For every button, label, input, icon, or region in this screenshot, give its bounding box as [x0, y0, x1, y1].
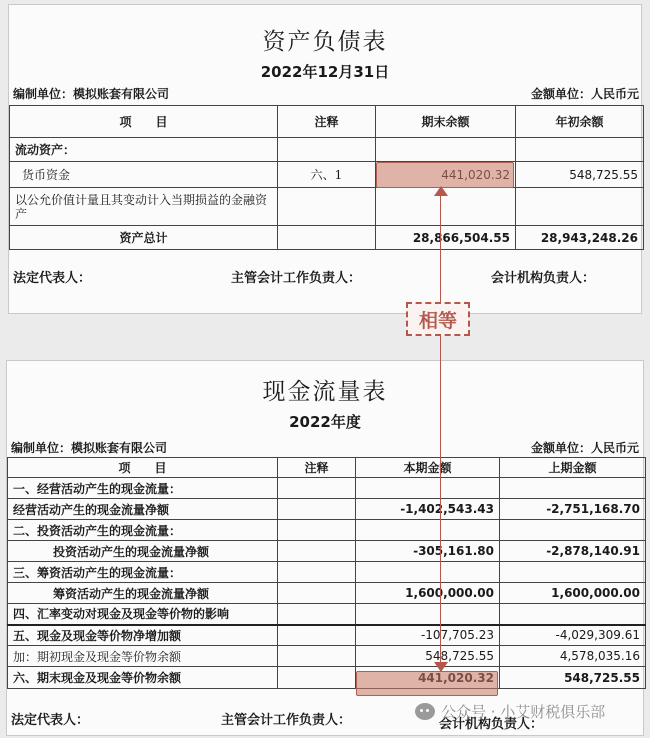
- row-prior: 548,725.55: [500, 667, 646, 689]
- row-item: 四、汇率变动对现金及现金等价物的影响: [8, 604, 278, 625]
- row-item: 一、经营活动产生的现金流量：: [8, 478, 278, 499]
- row-note: [278, 188, 376, 226]
- row-note: [278, 667, 356, 689]
- connector-line-top: [440, 195, 441, 302]
- table-row: [10, 138, 644, 162]
- row-note: [278, 541, 356, 562]
- row-current: [356, 562, 500, 583]
- row-prior: -4,029,309.61: [500, 625, 646, 646]
- balance-sheet-entity: 编制单位：模拟账套有限公司: [13, 87, 170, 101]
- row-item: 筹资活动产生的现金流量净额: [8, 583, 278, 604]
- row-current: 1,600,000.00: [356, 583, 500, 604]
- highlight-end-cash-equivalents: [356, 671, 498, 696]
- row-note: [278, 583, 356, 604]
- balance-sheet: [8, 4, 642, 314]
- col-header-end-balance: 期末余额: [376, 106, 516, 138]
- table-header-row: [10, 106, 644, 138]
- cash-flow-table: [7, 457, 646, 689]
- table-header-row: [8, 458, 646, 478]
- arrow-up-icon: [434, 186, 448, 196]
- row-item: 流动资产：: [10, 138, 278, 162]
- balance-sheet-date: 2022年12月31日: [260, 63, 390, 81]
- col-header-item: 项 目: [10, 106, 278, 138]
- signature-accounting-dept: 会计机构负责人：: [491, 271, 596, 286]
- watermark-text: 公众号 · 小艾财税俱乐部: [441, 702, 606, 721]
- row-prior: -2,878,140.91: [500, 541, 646, 562]
- table-row: [8, 646, 646, 667]
- row-current: [356, 520, 500, 541]
- table-row: [8, 562, 646, 583]
- row-note: 六、1: [278, 162, 376, 188]
- signature-accounting-head: 主管会计工作负责人：: [231, 271, 362, 286]
- row-item: 五、现金及现金等价物净增加额: [8, 625, 278, 646]
- cash-flow-period: 2022年度: [289, 413, 361, 431]
- table-row-total: [10, 226, 644, 250]
- table-row: [8, 583, 646, 604]
- row-note: [278, 646, 356, 667]
- signature-accounting-dept: 会计机构负责人：: [439, 717, 544, 732]
- row-prior: -2,751,168.70: [500, 499, 646, 520]
- row-item: 货币资金: [10, 162, 278, 188]
- row-note: [278, 520, 356, 541]
- row-prior: [500, 562, 646, 583]
- col-header-current: 本期金额: [356, 458, 500, 478]
- table-row: [8, 541, 646, 562]
- row-prior: [500, 604, 646, 625]
- highlight-end-cash-balance: [376, 162, 514, 188]
- row-current: -1,402,543.43: [356, 499, 500, 520]
- row-begin: 548,725.55: [516, 162, 644, 188]
- row-item: 资产总计: [10, 226, 278, 250]
- col-header-prior: 上期金额: [500, 458, 646, 478]
- row-begin: 28,943,248.26: [516, 226, 644, 250]
- table-row: [10, 188, 644, 226]
- row-note: [278, 604, 356, 625]
- balance-sheet-title: 资产负债表: [262, 29, 388, 55]
- col-header-begin-balance: 年初余额: [516, 106, 644, 138]
- row-note: [278, 562, 356, 583]
- row-begin: [516, 188, 644, 226]
- row-note: [278, 499, 356, 520]
- col-header-item: 项 目: [8, 458, 278, 478]
- signature-legal-rep: 法定代表人：: [13, 271, 92, 286]
- wechat-icon: [415, 703, 435, 720]
- row-current: [356, 478, 500, 499]
- row-item: 三、筹资活动产生的现金流量：: [8, 562, 278, 583]
- equal-label: 相等: [406, 302, 470, 336]
- row-current: -107,705.23: [356, 625, 500, 646]
- row-current: 548,725.55: [356, 646, 500, 667]
- row-end: [376, 138, 516, 162]
- arrow-down-icon: [434, 662, 448, 672]
- cash-flow-unit: 金额单位：人民币元: [530, 441, 639, 455]
- table-row: [8, 499, 646, 520]
- row-note: [278, 226, 376, 250]
- row-item: 六、期末现金及现金等价物余额: [8, 667, 278, 689]
- watermark: [415, 700, 605, 722]
- table-row: [8, 520, 646, 541]
- cash-flow-title: 现金流量表: [262, 379, 388, 405]
- signature-accounting-head: 主管会计工作负责人：: [221, 713, 352, 728]
- row-item: 二、投资活动产生的现金流量：: [8, 520, 278, 541]
- cash-flow-statement: [6, 360, 644, 736]
- balance-sheet-table: [9, 105, 644, 250]
- row-end: 28,866,504.55: [376, 226, 516, 250]
- row-begin: [516, 138, 644, 162]
- table-row: [8, 478, 646, 499]
- row-item: 加：期初现金及现金等价物余额: [8, 646, 278, 667]
- row-current: [356, 604, 500, 625]
- row-item: 经营活动产生的现金流量净额: [8, 499, 278, 520]
- row-note: [278, 138, 376, 162]
- table-row: [8, 604, 646, 625]
- balance-sheet-unit: 金额单位：人民币元: [530, 87, 639, 101]
- table-row: [8, 625, 646, 646]
- row-item: 以公允价值计量且其变动计入当期损益的金融资产: [10, 188, 278, 226]
- table-row-total: [8, 667, 646, 689]
- row-note: [278, 625, 356, 646]
- signature-legal-rep: 法定代表人：: [11, 713, 90, 728]
- row-current: -305,161.80: [356, 541, 500, 562]
- col-header-note: 注释: [278, 106, 376, 138]
- row-item: 投资活动产生的现金流量净额: [8, 541, 278, 562]
- row-prior: 1,600,000.00: [500, 583, 646, 604]
- connector-line-bottom: [440, 336, 441, 663]
- col-header-note: 注释: [278, 458, 356, 478]
- row-note: [278, 478, 356, 499]
- row-prior: [500, 520, 646, 541]
- row-prior: 4,578,035.16: [500, 646, 646, 667]
- cash-flow-entity: 编制单位：模拟账套有限公司: [11, 441, 168, 455]
- row-prior: [500, 478, 646, 499]
- table-row: [10, 162, 644, 188]
